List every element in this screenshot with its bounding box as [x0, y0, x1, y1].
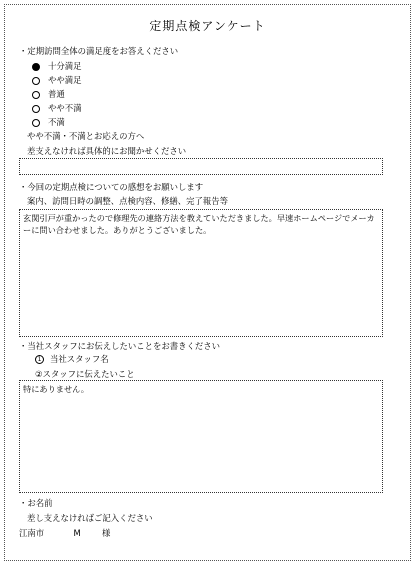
q3-heading: ・当社スタッフにお伝えしたいことをお書きください	[19, 341, 220, 351]
q3-answer-text: 特にありません。	[23, 384, 89, 394]
circled-number-icon: 1	[35, 355, 44, 364]
q3-item-1	[35, 354, 109, 365]
q3-item-1-label: 当社スタッフ名	[50, 354, 109, 364]
q1-option-label: 十分満足	[48, 61, 82, 71]
page-title: 定期点検アンケート	[149, 19, 266, 33]
q3-item-2-label: ②スタッフに伝えたいこと	[35, 369, 135, 379]
q4-heading: ・お名前	[19, 498, 53, 508]
survey-sheet	[4, 4, 411, 561]
q1-followup-line2: 差支えなければ具体的にお聞かせください	[27, 146, 187, 156]
q1-answer-box[interactable]	[19, 158, 383, 175]
radio-icon[interactable]	[32, 77, 40, 85]
radio-checked-icon[interactable]	[32, 63, 40, 71]
q1-option-4[interactable]	[32, 103, 82, 114]
name-initial: M	[73, 528, 81, 538]
radio-icon[interactable]	[32, 119, 40, 127]
q1-option-2[interactable]	[32, 75, 82, 86]
name-honorific: 様	[102, 528, 111, 538]
radio-icon[interactable]	[32, 91, 40, 99]
q1-option-1[interactable]	[32, 61, 82, 72]
q1-option-label: 普通	[48, 89, 65, 99]
q1-option-label: やや不満	[48, 103, 82, 113]
q2-answer-text: 玄関引戸が重かったので修理先の連絡方法を教えていただきました。早速ホームページでメーカーに問い合わせました。ありがとうございました。	[23, 213, 375, 235]
radio-icon[interactable]	[32, 105, 40, 113]
q1-heading: ・定期訪問全体の満足度をお答えください	[19, 46, 179, 56]
q3-answer-box[interactable]	[19, 380, 383, 493]
name-field[interactable]	[19, 528, 110, 539]
q2-heading: ・今回の定期点検についての感想をお願いします	[19, 182, 204, 192]
q1-option-3[interactable]	[32, 89, 65, 100]
q1-option-label: 不満	[48, 117, 65, 127]
q2-answer-box[interactable]	[19, 209, 383, 337]
name-city: 江南市	[19, 528, 45, 538]
q4-subheading: 差し支えなければご記入ください	[27, 513, 153, 523]
q1-option-label: やや満足	[48, 75, 82, 85]
q1-option-5[interactable]	[32, 117, 65, 128]
q2-subheading: 案内、訪問日時の調整、点検内容、修繕、完了報告等	[27, 196, 228, 206]
q1-followup-line1: やや不満・不満とお応えの方へ	[27, 131, 145, 141]
